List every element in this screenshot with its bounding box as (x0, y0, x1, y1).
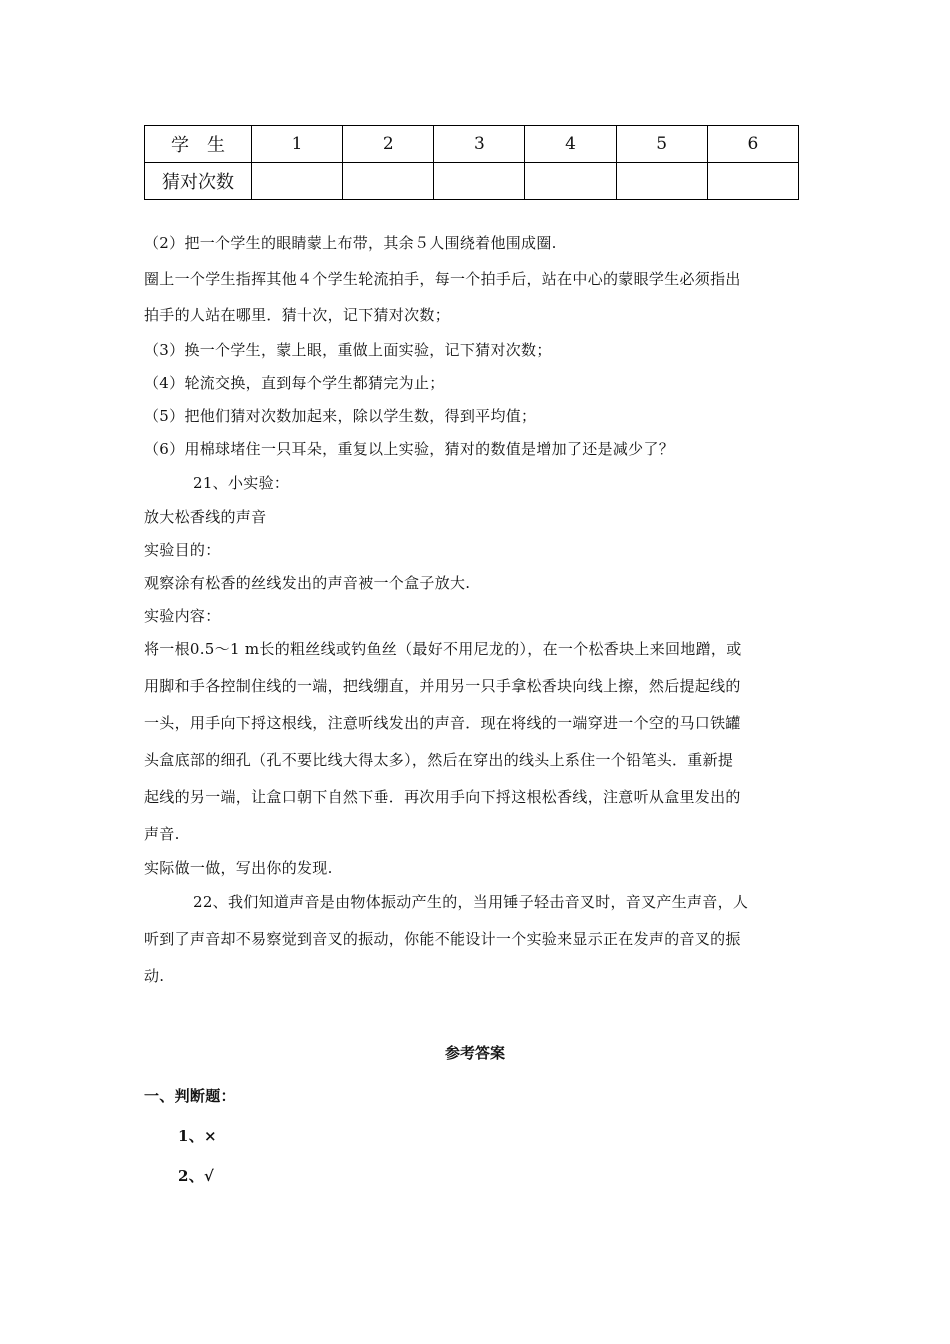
table-cell (343, 163, 434, 200)
answer-item: 1、× (178, 1127, 217, 1145)
paragraph-line: 实际做一做，写出你的发现. (144, 859, 333, 877)
table-cell (434, 163, 525, 200)
table-row (145, 163, 799, 200)
table-column-4: 4 (525, 126, 616, 163)
paragraph-line: 放大松香线的声音 (144, 508, 267, 526)
answer-item: 2、√ (178, 1167, 215, 1185)
paragraph-line: 圈上一个学生指挥其他４个学生轮流拍手，每一个拍手后，站在中心的蒙眼学生必须指出 (144, 270, 741, 288)
question-21-heading: 21、小实验： (193, 474, 290, 492)
table-column-5: 5 (616, 126, 707, 163)
paragraph-line: （4）轮流交换，直到每个学生都猜完为止； (144, 374, 445, 392)
table-header-label: 学 生 (145, 126, 252, 163)
paragraph-line: 将一根0.5～1 m长的粗丝线或钓鱼丝（最好不用尼龙的），在一个松香块上来回地蹭，或 (144, 640, 742, 658)
guess-count-table (144, 125, 799, 200)
table-column-3: 3 (434, 126, 525, 163)
paragraph-line: 起线的另一端，让盒口朝下自然下垂．再次用手向下捋这根松香线，注意听从盒里发出的 (144, 788, 741, 806)
paragraph-line: （6）用棉球堵住一只耳朵，重复以上实验，猜对的数值是增加了还是减少了？ (144, 440, 675, 458)
paragraph-line: 头盒底部的细孔（孔不要比线大得太多），然后在穿出的线头上系住一个铅笔头．重新提 (144, 751, 734, 769)
paragraph-line: 用脚和手各控制住线的一端，把线绷直，并用另一只手拿松香块向线上擦，然后提起线的 (144, 677, 741, 695)
paragraph-line: （2）把一个学生的眼睛蒙上布带，其余５人围绕着他围成圈. (144, 234, 557, 252)
paragraph-line: 实验内容： (144, 607, 221, 625)
paragraph-line: 拍手的人站在哪里．猜十次，记下猜对次数； (144, 306, 451, 324)
paragraph-line: 声音. (144, 825, 180, 843)
table-cell (525, 163, 616, 200)
table-column-6: 6 (707, 126, 798, 163)
paragraph-line: （5）把他们猜对次数加起来，除以学生数，得到平均值； (144, 407, 537, 425)
table-row (145, 126, 799, 163)
paragraph-line: 动. (144, 967, 165, 985)
table-cell (252, 163, 343, 200)
table-cell (616, 163, 707, 200)
table-cell (707, 163, 798, 200)
paragraph-line: 一头，用手向下捋这根线，注意听线发出的声音．现在将线的一端穿进一个空的马口铁罐 (144, 714, 741, 732)
paragraph-line: 实验目的： (144, 541, 221, 559)
question-22-line: 22、我们知道声音是由物体振动产生的，当用锤子轻击音叉时，音叉产生声音，人 (193, 893, 749, 911)
answers-title: 参考答案 (444, 1044, 505, 1062)
paragraph-line: 听到了声音却不易察觉到音叉的振动，你能不能设计一个实验来显示正在发声的音叉的振 (144, 930, 741, 948)
table-row-label: 猜对次数 (145, 163, 252, 200)
table-column-2: 2 (343, 126, 434, 163)
table-column-1: 1 (252, 126, 343, 163)
paragraph-line: （3）换一个学生，蒙上眼，重做上面实验，记下猜对次数； (144, 341, 552, 359)
answers-section-heading: 一、判断题： (144, 1087, 236, 1105)
paragraph-line: 观察涂有松香的丝线发出的声音被一个盒子放大. (144, 574, 471, 592)
